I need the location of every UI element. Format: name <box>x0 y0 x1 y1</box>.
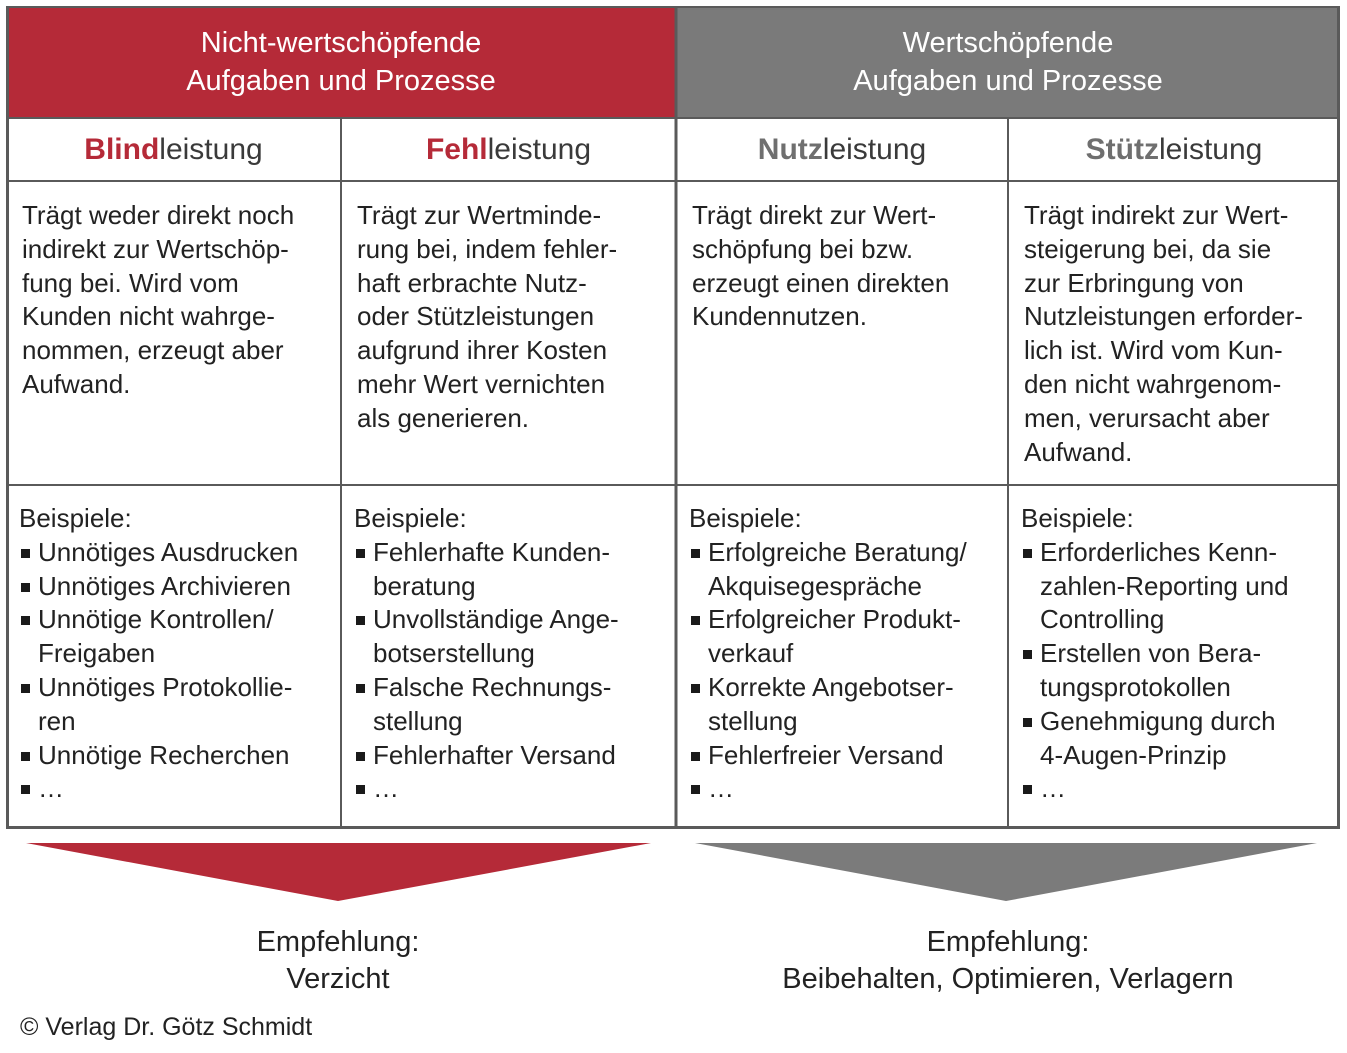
column-description <box>341 181 676 485</box>
description-line: als generieren. <box>357 402 529 433</box>
example-list-item <box>19 772 341 806</box>
gray-arrow-shape <box>695 843 1317 901</box>
example-line: Unvollständige Ange- <box>373 604 619 635</box>
example-list-item <box>689 536 1008 604</box>
description-line: den nicht wahrgenom- <box>1024 368 1282 399</box>
example-line: tungsprotokollen <box>1040 671 1231 702</box>
description-line: mehr Wert vernichten <box>357 368 606 399</box>
examples-label: Beispiele: <box>19 503 132 533</box>
example-line: Korrekte Angebotser- <box>708 671 954 702</box>
example-line: Erforderliches Kenn- <box>1040 536 1277 567</box>
column-title-nutzleistung <box>676 118 1008 181</box>
example-line: Unnötiges Ausdrucken <box>38 536 299 567</box>
example-line: zahlen-Reporting und <box>1040 570 1289 601</box>
example-line: ren <box>38 705 76 736</box>
example-line: Erfolgreiche Beratung/ <box>708 536 967 567</box>
example-list-item <box>1021 772 1340 806</box>
example-line: … <box>373 773 399 804</box>
example-line: Erfolgreicher Produkt- <box>708 604 961 635</box>
example-list-item <box>19 739 341 773</box>
column-title-bold: Blind <box>84 132 160 166</box>
column-title-bold: Fehl <box>425 132 488 166</box>
example-list-item <box>1021 705 1340 773</box>
description-line: Trägt indirekt zur Wert- <box>1024 200 1289 230</box>
example-line: botserstellung <box>373 638 535 669</box>
examples-label: Beispiele: <box>354 503 467 533</box>
example-line: stellung <box>373 705 463 736</box>
description-line: oder Stützleistungen <box>357 301 595 332</box>
example-list-item <box>19 536 341 570</box>
column-examples <box>6 485 341 829</box>
group-header-line: Aufgaben und Prozesse <box>853 65 1163 97</box>
example-line: verkauf <box>708 638 794 669</box>
example-list-item <box>354 536 676 604</box>
example-line: Unnötige Recherchen <box>38 739 290 770</box>
description-line: Trägt weder direkt noch <box>22 200 295 230</box>
examples-label: Beispiele: <box>689 503 802 533</box>
column-stuetzleistung <box>1008 118 1340 829</box>
column-examples <box>341 485 676 829</box>
recommendation-arrows <box>0 838 1347 908</box>
examples-label: Beispiele: <box>1021 503 1134 533</box>
column-description <box>1008 181 1340 485</box>
example-list-item <box>19 671 341 739</box>
description-line: Aufwand. <box>1024 436 1133 467</box>
example-line: Unnötiges Archivieren <box>38 570 291 601</box>
column-title-blindleistung <box>6 118 341 181</box>
recommendation-nicht-wertschoepfend <box>8 924 668 998</box>
example-list-item <box>19 603 341 671</box>
example-line: Falsche Rechnungs- <box>373 671 612 702</box>
example-line: Fehlerhafter Versand <box>373 739 616 770</box>
example-line: stellung <box>708 705 798 736</box>
example-line: Fehlerhafte Kunden- <box>373 536 611 567</box>
description-line: haft erbrachte Nutz- <box>357 267 587 298</box>
column-nutzleistung <box>676 118 1008 829</box>
example-list-item <box>1021 536 1340 637</box>
red-arrow-shape <box>26 843 651 901</box>
example-line: … <box>38 773 64 804</box>
description-line: erzeugt einen direkten <box>692 267 950 298</box>
description-line: Aufwand. <box>22 368 131 399</box>
group-header-wertschoepfend <box>676 6 1340 118</box>
value-classification-table <box>6 6 1340 829</box>
column-title-bold: Stütz <box>1085 132 1159 166</box>
description-line: zur Erbringung von <box>1024 267 1244 298</box>
example-list-item <box>354 671 676 739</box>
description-line: schöpfung bei bzw. <box>692 233 914 264</box>
column-title-fehlleistung <box>341 118 676 181</box>
description-line: men, verursacht aber <box>1024 402 1270 433</box>
example-list-item <box>19 570 341 604</box>
recommendation-label: Empfehlung: <box>926 926 1090 958</box>
column-title-rest: leistung <box>1158 132 1263 166</box>
column-examples <box>676 485 1008 829</box>
example-line: 4-Augen-Prinzip <box>1040 739 1227 770</box>
example-list-item <box>354 772 676 806</box>
example-line: beratung <box>373 570 476 601</box>
column-title-rest: leistung <box>487 132 592 166</box>
description-line: Trägt direkt zur Wert- <box>692 200 937 230</box>
description-line: Trägt zur Wertminde- <box>357 200 602 230</box>
description-line: Nutzleistungen erforder- <box>1024 301 1303 332</box>
description-line: fung bei. Wird vom <box>22 267 239 298</box>
column-title-rest: leistung <box>159 132 263 166</box>
example-line: … <box>1040 773 1066 804</box>
example-list-item <box>689 603 1008 671</box>
column-blindleistung <box>6 118 341 829</box>
example-list-item <box>689 671 1008 739</box>
example-line: Genehmigung durch <box>1040 705 1276 736</box>
description-line: Kundennutzen. <box>692 301 867 332</box>
column-examples <box>1008 485 1340 829</box>
group-header-line: Aufgaben und Prozesse <box>186 65 496 97</box>
column-title-rest: leistung <box>822 132 927 166</box>
column-description <box>6 181 341 485</box>
description-line: steigerung bei, da sie <box>1024 233 1272 264</box>
description-line: nommen, erzeugt aber <box>22 335 284 366</box>
description-line: indirekt zur Wertschöp- <box>22 233 289 264</box>
example-line: Unnötiges Protokollie- <box>38 671 293 702</box>
example-line: Controlling <box>1040 604 1165 635</box>
example-line: … <box>708 773 734 804</box>
column-description <box>676 181 1008 485</box>
recommendation-value: Beibehalten, Optimieren, Verlagern <box>782 963 1234 995</box>
group-header-line: Wertschöpfende <box>902 27 1114 59</box>
example-line: Freigaben <box>38 638 156 669</box>
recommendation-value: Verzicht <box>286 963 390 995</box>
example-line: Akquisegespräche <box>708 570 922 601</box>
group-header-line: Nicht-wertschöpfende <box>200 27 482 59</box>
description-line: aufgrund ihrer Kosten <box>357 335 608 366</box>
example-line: Unnötige Kontrollen/ <box>38 604 274 635</box>
example-list-item <box>1021 637 1340 705</box>
description-line: lich ist. Wird vom Kun- <box>1024 335 1283 366</box>
column-fehlleistung <box>341 118 676 829</box>
recommendation-label: Empfehlung: <box>256 926 420 958</box>
column-title-bold: Nutz <box>757 132 823 166</box>
copyright-notice: © Verlag Dr. Götz Schmidt <box>20 1013 313 1041</box>
example-line: Fehlerfreier Versand <box>708 739 944 770</box>
example-line: Erstellen von Bera- <box>1040 638 1262 669</box>
description-line: rung bei, indem fehler- <box>357 233 618 264</box>
example-list-item <box>354 603 676 671</box>
example-list-item <box>689 739 1008 773</box>
description-line: Kunden nicht wahrge- <box>22 301 275 332</box>
example-list-item <box>354 739 676 773</box>
group-header-nicht-wertschoepfend <box>6 6 676 118</box>
recommendation-wertschoepfend <box>678 924 1338 998</box>
example-list-item <box>689 772 1008 806</box>
column-title-stuetzleistung <box>1008 118 1340 181</box>
